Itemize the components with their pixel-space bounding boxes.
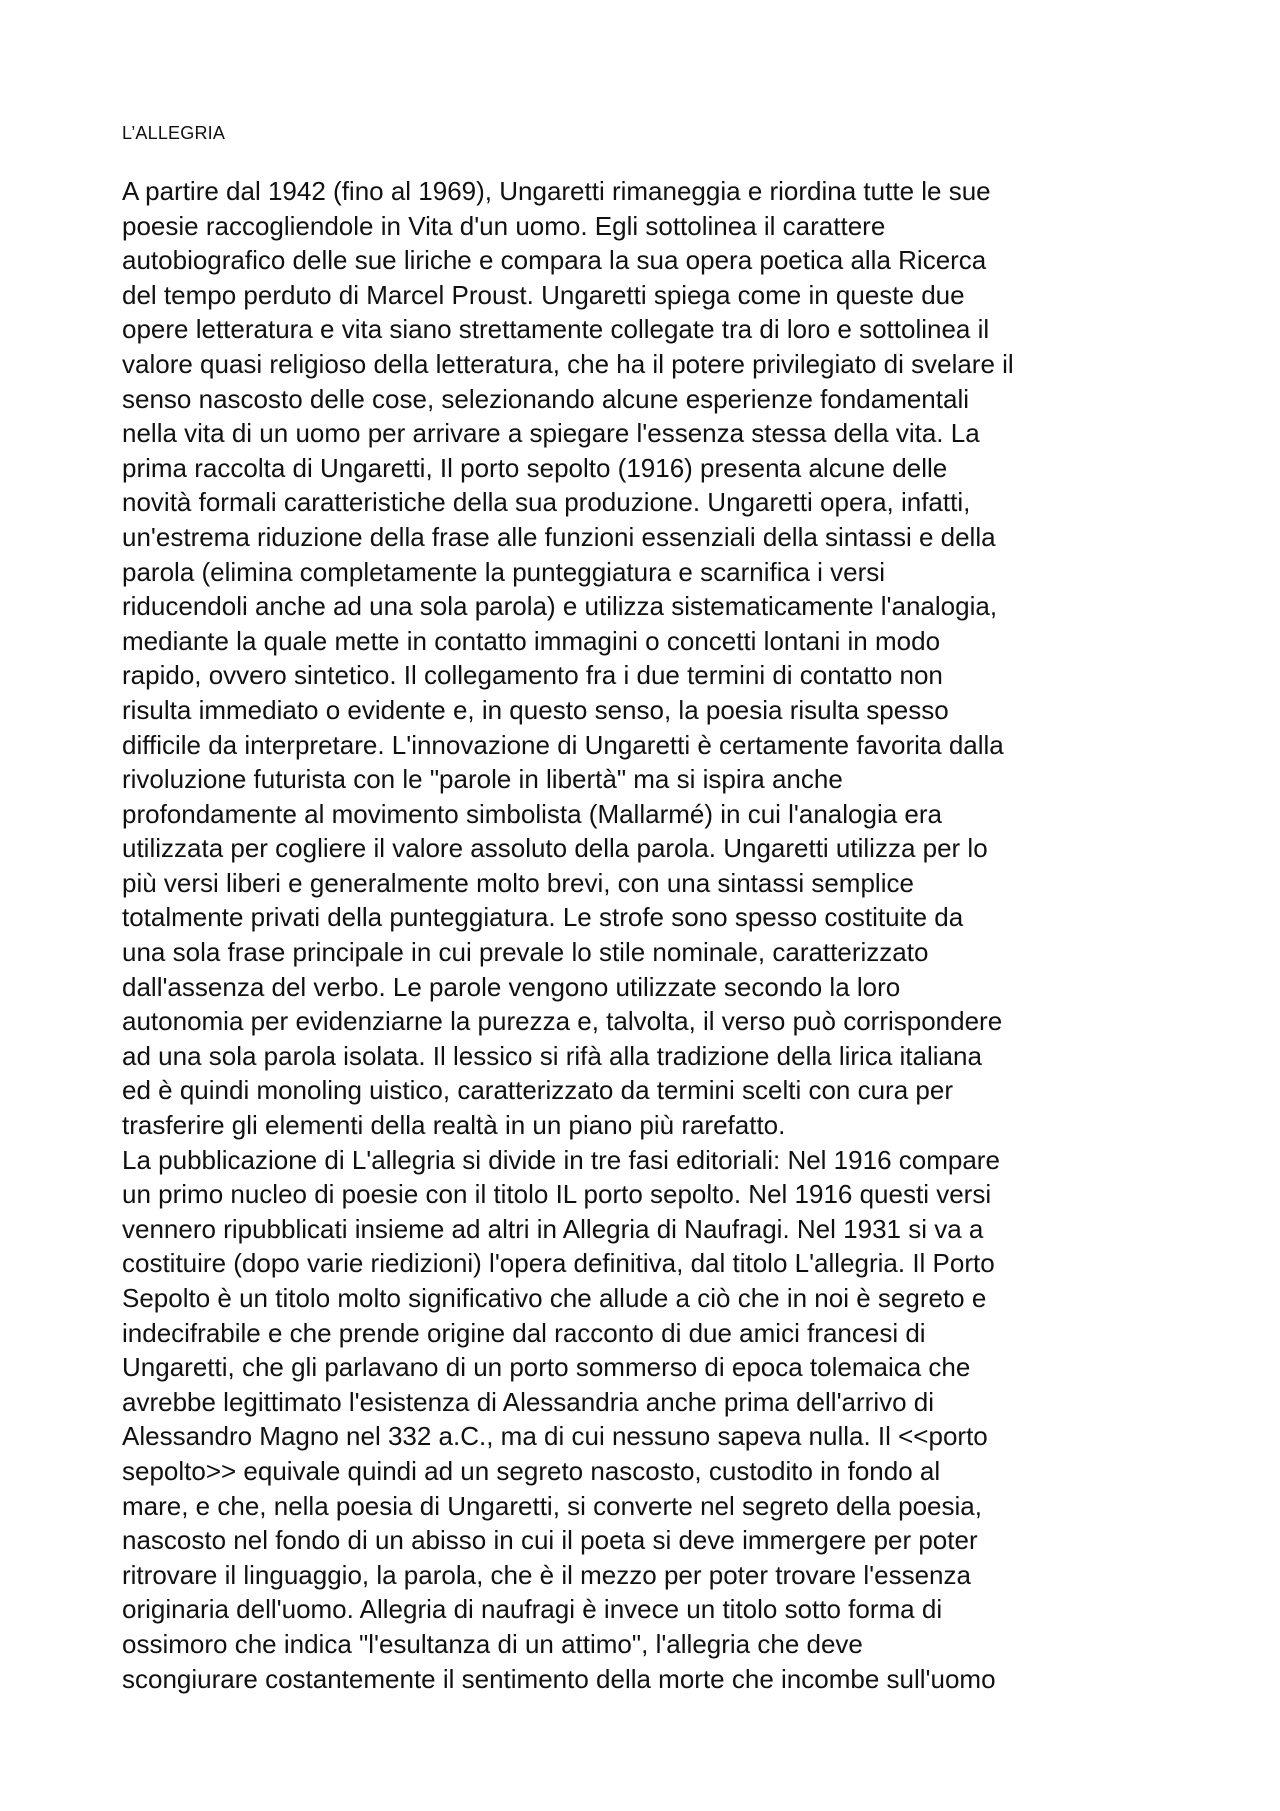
text-line: poesie raccogliendole in Vita d'un uomo. Egli sottolinea il carattere [122, 210, 886, 241]
text-line: nascosto nel fondo di un abisso in cui il poeta si deve immergere per poter [122, 1525, 978, 1556]
text-line: totalmente privati della punteggiatura. Le strofe sono spesso costituite da [122, 902, 964, 933]
text-line: parola (elimina completamente la punteggiatura e scarnifica i versi [122, 556, 886, 587]
text-line: La pubblicazione di L'allegria si divide in tre fasi editoriali: Nel 1916 compare [122, 1144, 1000, 1175]
text-line: rivoluzione futurista con le "parole in libertà" ma si ispira anche [122, 764, 843, 795]
text-line: riducendoli anche ad una sola parola) e utilizza sistematicamente l'analogia, [122, 591, 998, 622]
text-line: utilizzata per cogliere il valore assoluto della parola. Ungaretti utilizza per lo [122, 833, 988, 864]
text-line: nella vita di un uomo per arrivare a spiegare l'essenza stessa della vita. La [122, 418, 980, 449]
text-line: senso nascosto delle cose, selezionando alcune esperienze fondamentali [122, 383, 970, 414]
text-line: ed è quindi monoling uistico, caratterizzato da termini scelti con cura per [122, 1075, 953, 1106]
text-line: mediante la quale mette in contatto immagini o concetti lontani in modo [122, 625, 941, 656]
text-line: originaria dell'uomo. Allegria di naufragi è invece un titolo sotto forma di [122, 1594, 943, 1625]
document-page [122, 0, 1182, 1811]
text-line: vennero ripubblicati insieme ad altri in Allegria di Naufragi. Nel 1931 si va a [122, 1213, 984, 1244]
text-line: costituire (dopo varie riedizioni) l'opera definitiva, dal titolo L'allegria. Il Porto [122, 1248, 995, 1279]
text-line: dall'assenza del verbo. Le parole vengono utilizzate secondo la loro [122, 971, 901, 1002]
text-line: Sepolto è un titolo molto significativo che allude a ciò che in noi è segreto e [122, 1283, 987, 1313]
text-line: ad una sola parola isolata. Il lessico si rifà alla tradizione della lirica italiana [122, 1040, 982, 1071]
text-line: mare, e che, nella poesia di Ungaretti, si converte nel segreto della poesia, [122, 1490, 982, 1521]
text-line: scongiurare costantemente il sentimento della morte che incombe sull'uomo [122, 1663, 996, 1694]
text-line: Ungaretti, che gli parlavano di un porto sommerso di epoca tolemaica che [122, 1352, 971, 1383]
text-line: prima raccolta di Ungaretti, Il porto sepolto (1916) presenta alcune delle [122, 452, 948, 483]
text-line: autonomia per evidenziarne la purezza e, talvolta, il verso può corrispondere [122, 1006, 1003, 1037]
text-line: più versi liberi e generalmente molto brevi, con una sintassi semplice [122, 867, 914, 898]
body-text [122, 174, 1182, 1696]
text-line: opere letteratura e vita siano strettamente collegate tra di loro e sottolinea il [122, 314, 990, 345]
text-line: difficile da interpretare. L'innovazione di Ungaretti è certamente favorita dalla [122, 729, 1004, 760]
text-line: sepolto>> equivale quindi ad un segreto nascosto, custodito in fondo al [122, 1455, 941, 1486]
text-line: A partire dal 1942 (fino al 1969), Ungaretti rimaneggia e riordina tutte le sue [122, 176, 991, 206]
text-line: indecifrabile e che prende origine dal racconto di due amici francesi di [122, 1317, 926, 1348]
text-line: novità formali caratteristiche della sua produzione. Ungaretti opera, infatti, [122, 487, 971, 518]
text-line: autobiografico delle sue liriche e compara la sua opera poetica alla Ricerca [122, 245, 987, 276]
text-line: trasferire gli elementi della realtà in un piano più rarefatto. [122, 1110, 786, 1141]
text-line: profondamente al movimento simbolista (Mallarmé) in cui l'analogia era [122, 798, 943, 829]
text-line: rapido, ovvero sintetico. Il collegamento fra i due termini di contatto non [122, 660, 943, 691]
text-line: risulta immediato o evidente e, in questo senso, la poesia risulta spesso [122, 694, 949, 725]
text-line: un'estrema riduzione della frase alle funzioni essenziali della sintassi e della [122, 521, 996, 552]
text-line: valore quasi religioso della letteratura, che ha il potere privilegiato di svelare il [122, 348, 1014, 379]
text-line: un primo nucleo di poesie con il titolo IL porto sepolto. Nel 1916 questi versi [122, 1179, 992, 1210]
text-line: del tempo perduto di Marcel Proust. Ungaretti spiega come in queste due [122, 279, 965, 310]
text-line: avrebbe legittimato l'esistenza di Alessandria anche prima dell'arrivo di [122, 1386, 935, 1417]
text-line: ossimoro che indica "l'esultanza di un attimo", l'allegria che deve [122, 1628, 863, 1659]
text-line: una sola frase principale in cui prevale lo stile nominale, caratterizzato [122, 937, 929, 968]
text-line: Alessandro Magno nel 332 a.C., ma di cui nessuno sapeva nulla. Il <<porto [122, 1421, 988, 1452]
text-line: ritrovare il linguaggio, la parola, che è il mezzo per poter trovare l'essenza [122, 1559, 971, 1590]
page-title: L’ALLEGRIA [122, 123, 226, 143]
